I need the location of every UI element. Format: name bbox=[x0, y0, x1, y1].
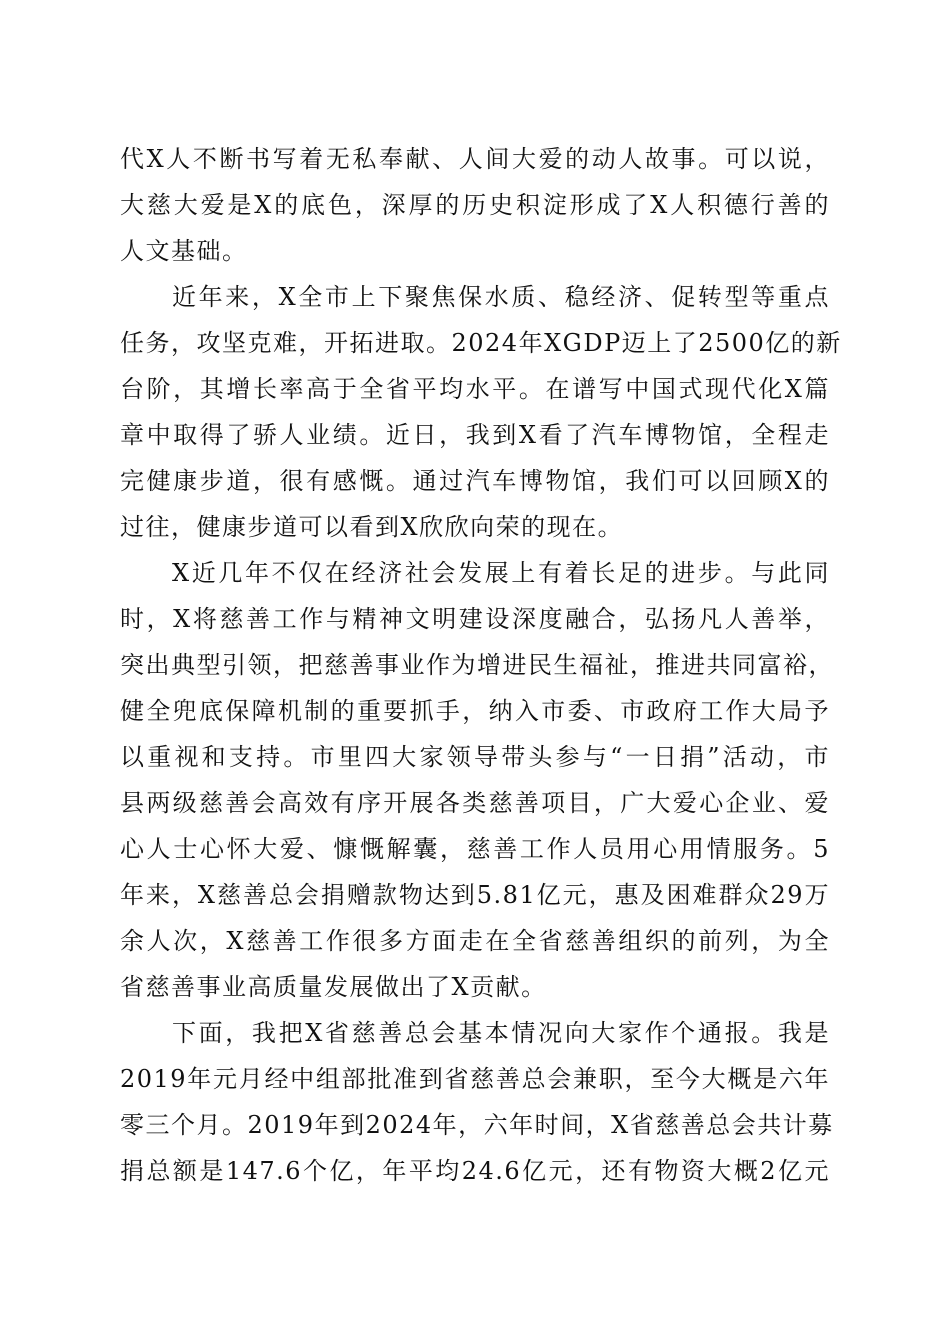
paragraph-4 bbox=[120, 1010, 834, 1194]
text-line: 台阶，其增长率高于全省平均水平。在谱写中国式现代化X篇 bbox=[120, 375, 830, 403]
text-line: 健全兜底保障机制的重要抓手，纳入市委、市政府工作大局予 bbox=[120, 697, 830, 725]
text-line: 大慈大爱是X的底色，深厚的历史积淀形成了X人积德行善的 bbox=[120, 191, 830, 219]
text-line: 代X人不断书写着无私奉献、人间大爱的动人故事。可以说， bbox=[120, 145, 830, 173]
text-line: 零三个月。2019年到2024年，六年时间，X省慈善总会共计募 bbox=[120, 1111, 834, 1139]
document-body bbox=[120, 136, 842, 1194]
text-line: 任务，攻坚克难，开拓进取。2024年XGDP迈上了2500亿的新 bbox=[120, 329, 842, 357]
text-line: 突出典型引领，把慈善事业作为增进民生福祉，推进共同富裕， bbox=[120, 651, 834, 679]
paragraph-2 bbox=[120, 274, 842, 550]
text-line: 下面，我把X省慈善总会基本情况向大家作个通报。我是 bbox=[172, 1019, 830, 1047]
text-line: 省慈善事业高质量发展做出了X贡献。 bbox=[120, 973, 547, 1001]
text-line: 以重视和支持。市里四大家领导带头参与“一日捐”活动，市 bbox=[120, 743, 830, 771]
text-line: 人文基础。 bbox=[120, 237, 248, 265]
text-line: 2019年元月经中组部批准到省慈善总会兼职，至今大概是六年 bbox=[120, 1065, 830, 1093]
text-line: 过往，健康步道可以看到X欣欣向荣的现在。 bbox=[120, 513, 624, 541]
text-line: X近几年不仅在经济社会发展上有着长足的进步。与此同 bbox=[172, 559, 830, 587]
text-line: 县两级慈善会高效有序开展各类慈善项目，广大爱心企业、爱 bbox=[120, 789, 830, 817]
paragraph-1 bbox=[120, 136, 830, 274]
text-line: 捐总额是147.6个亿，年平均24.6亿元，还有物资大概2亿元 bbox=[120, 1157, 830, 1185]
text-line: 章中取得了骄人业绩。近日，我到X看了汽车博物馆，全程走 bbox=[120, 421, 830, 449]
text-line: 时，X将慈善工作与精神文明建设深度融合，弘扬凡人善举， bbox=[120, 605, 830, 633]
text-line: 完健康步道，很有感慨。通过汽车博物馆，我们可以回顾X的 bbox=[120, 467, 830, 495]
text-line: 心人士心怀大爱、慷慨解囊，慈善工作人员用心用情服务。5 bbox=[120, 835, 830, 863]
text-line: 余人次，X慈善工作很多方面走在全省慈善组织的前列，为全 bbox=[120, 927, 830, 955]
text-line: 近年来，X全市上下聚焦保水质、稳经济、促转型等重点 bbox=[172, 283, 830, 311]
paragraph-3 bbox=[120, 550, 834, 1010]
text-line: 年来，X慈善总会捐赠款物达到5.81亿元，惠及困难群众29万 bbox=[120, 881, 830, 909]
